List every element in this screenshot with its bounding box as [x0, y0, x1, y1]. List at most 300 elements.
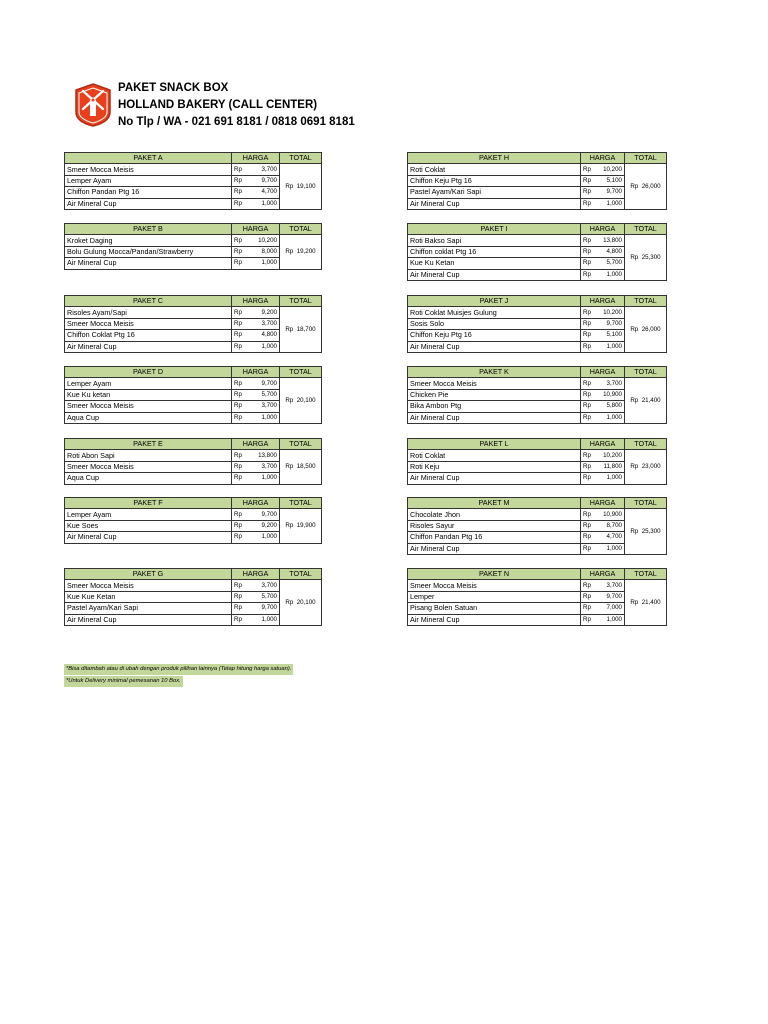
item-price-cell: [232, 198, 280, 209]
column-total-header: TOTAL: [625, 498, 667, 509]
item-price-cell: [581, 318, 625, 329]
currency-label: Rp: [234, 592, 242, 600]
currency-label: Rp: [285, 462, 297, 470]
item-name: Smeer Mocca Meisis: [408, 580, 581, 591]
column-total-header: TOTAL: [625, 224, 667, 235]
package-total: 21,400: [641, 598, 661, 606]
item-price-cell: [232, 461, 280, 472]
item-name: Chiffon Keju Ptg 16: [408, 175, 581, 186]
currency-label: Rp: [583, 247, 591, 255]
item-price-cell: [581, 543, 625, 554]
column-harga-header: HARGA: [581, 153, 625, 164]
package-total: 23,000: [641, 462, 661, 470]
currency-label: Rp: [583, 451, 591, 459]
item-price: 5,100: [606, 176, 622, 184]
package-item-row: [408, 450, 667, 461]
currency-label: Rp: [583, 544, 591, 552]
item-name: Air Mineral Cup: [408, 198, 581, 209]
currency-label: Rp: [583, 176, 591, 184]
package-table: [407, 438, 667, 485]
column-harga-header: HARGA: [581, 296, 625, 307]
package-total: 19,200: [296, 247, 316, 255]
item-price-cell: [581, 235, 625, 246]
item-price: 5,700: [261, 592, 277, 600]
item-price: 5,700: [606, 259, 622, 267]
note-delivery-minimum: *Untuk Delivery minimal pemesanan 10 Box.: [64, 676, 183, 687]
column-total-header: TOTAL: [280, 296, 322, 307]
item-price: 1,000: [261, 413, 277, 421]
package-table: [407, 568, 667, 626]
package-name: PAKET L: [408, 439, 581, 450]
item-price: 3,700: [606, 379, 622, 387]
package-item-row: [408, 509, 667, 520]
item-name: Lemper Ayam: [65, 175, 232, 186]
item-name: Kroket Daging: [65, 235, 232, 246]
package-total-cell: [625, 378, 667, 424]
item-price-cell: [232, 378, 280, 389]
column-total-header: TOTAL: [625, 569, 667, 580]
package-total-cell: [625, 164, 667, 210]
item-price: 9,200: [261, 521, 277, 529]
item-price-cell: [581, 603, 625, 614]
package-total-cell: [625, 307, 667, 353]
column-total-header: TOTAL: [280, 439, 322, 450]
contact-phone: No Tlp / WA - 021 691 8181 / 0818 0691 8181: [118, 116, 355, 128]
item-price: 1,000: [261, 533, 277, 541]
item-price-cell: [581, 614, 625, 625]
item-price: 9,700: [261, 176, 277, 184]
currency-label: Rp: [583, 188, 591, 196]
currency-label: Rp: [583, 581, 591, 589]
currency-label: Rp: [583, 199, 591, 207]
package-table: [64, 497, 322, 544]
item-name: Air Mineral Cup: [65, 532, 232, 543]
item-price: 1,000: [261, 615, 277, 623]
item-price-cell: [232, 341, 280, 352]
column-harga-header: HARGA: [581, 569, 625, 580]
currency-label: Rp: [285, 396, 297, 404]
package-total-cell: [280, 509, 322, 543]
currency-label: Rp: [234, 342, 242, 350]
package-table: [64, 568, 322, 626]
title-paket-snack-box: PAKET SNACK BOX: [118, 82, 229, 94]
item-price-cell: [232, 580, 280, 591]
package-total-cell: [280, 378, 322, 424]
package-total-cell: [625, 235, 667, 281]
package-name: PAKET K: [408, 367, 581, 378]
package-table: [407, 366, 667, 424]
item-price-cell: [232, 450, 280, 461]
currency-label: Rp: [583, 390, 591, 398]
package-table: [64, 438, 322, 485]
item-name: Risoles Sayur: [408, 520, 581, 531]
item-price: 5,700: [261, 390, 277, 398]
package-name: PAKET M: [408, 498, 581, 509]
item-name: Roti Coklat: [408, 164, 581, 175]
item-price: 10,200: [258, 236, 277, 244]
item-price: 10,200: [603, 451, 622, 459]
column-harga-header: HARGA: [232, 498, 280, 509]
item-price-cell: [232, 412, 280, 423]
item-price: 9,700: [261, 604, 277, 612]
item-name: Chiffon Coklat Ptg 16: [65, 330, 232, 341]
currency-label: Rp: [234, 379, 242, 387]
item-name: Air Mineral Cup: [65, 341, 232, 352]
item-price-cell: [232, 603, 280, 614]
currency-label: Rp: [234, 331, 242, 339]
package-item-row: [408, 307, 667, 318]
package-table: [64, 295, 322, 353]
package-name: PAKET E: [65, 439, 232, 450]
package-item-row: [65, 307, 322, 318]
currency-label: Rp: [234, 604, 242, 612]
column-total-header: TOTAL: [280, 153, 322, 164]
package-name: PAKET F: [65, 498, 232, 509]
currency-label: Rp: [234, 165, 242, 173]
item-price-cell: [232, 509, 280, 520]
item-price: 1,000: [606, 615, 622, 623]
column-harga-header: HARGA: [232, 224, 280, 235]
item-price-cell: [581, 509, 625, 520]
item-price: 9,700: [606, 188, 622, 196]
item-price-cell: [581, 330, 625, 341]
item-name: Smeer Mocca Meisis: [65, 164, 232, 175]
item-price: 9,700: [261, 510, 277, 518]
currency-label: Rp: [234, 188, 242, 196]
package-total: 25,300: [641, 527, 661, 535]
item-name: Bika Ambon Ptg: [408, 401, 581, 412]
item-price: 9,200: [261, 308, 277, 316]
item-name: Air Mineral Cup: [408, 412, 581, 423]
package-name: PAKET H: [408, 153, 581, 164]
package-total-cell: [280, 450, 322, 484]
item-price: 1,000: [606, 270, 622, 278]
currency-label: Rp: [234, 474, 242, 482]
item-price: 1,000: [261, 259, 277, 267]
item-name: Air Mineral Cup: [408, 269, 581, 280]
package-item-row: [65, 509, 322, 520]
package-table: [407, 223, 667, 281]
currency-label: Rp: [234, 176, 242, 184]
currency-label: Rp: [234, 402, 242, 410]
currency-label: Rp: [583, 259, 591, 267]
item-price: 1,000: [261, 474, 277, 482]
item-price-cell: [232, 389, 280, 400]
holland-bakery-logo: [72, 82, 114, 128]
currency-label: Rp: [630, 325, 642, 333]
item-price-cell: [232, 246, 280, 257]
item-name: Kue Ku ketan: [65, 389, 232, 400]
item-name: Pisang Bolen Satuan: [408, 603, 581, 614]
currency-label: Rp: [234, 462, 242, 470]
item-name: Aqua Cup: [65, 473, 232, 484]
currency-label: Rp: [630, 253, 642, 261]
item-name: Air Mineral Cup: [408, 341, 581, 352]
item-name: Smeer Mocca Meisis: [65, 318, 232, 329]
item-price: 4,800: [261, 331, 277, 339]
item-price: 3,700: [261, 462, 277, 470]
package-total-cell: [625, 580, 667, 626]
currency-label: Rp: [583, 342, 591, 350]
item-price: 9,700: [261, 379, 277, 387]
item-price: 1,000: [606, 413, 622, 421]
package-item-row: [408, 378, 667, 389]
item-price-cell: [581, 175, 625, 186]
item-price-cell: [232, 164, 280, 175]
package-item-row: [65, 164, 322, 175]
item-price: 1,000: [606, 199, 622, 207]
currency-label: Rp: [583, 474, 591, 482]
currency-label: Rp: [234, 510, 242, 518]
package-total: 18,500: [296, 462, 316, 470]
note-customization: *Bisa ditambah atau di ubah dengan produk pilihan lainnya (Tetap hitung harga satuan).: [64, 664, 293, 675]
item-price: 3,700: [606, 581, 622, 589]
package-name: PAKET D: [65, 367, 232, 378]
item-price: 8,000: [261, 247, 277, 255]
item-price: 13,800: [258, 451, 277, 459]
item-price-cell: [581, 450, 625, 461]
currency-label: Rp: [583, 521, 591, 529]
package-total: 19,900: [296, 521, 316, 529]
item-price-cell: [581, 473, 625, 484]
column-total-header: TOTAL: [625, 296, 667, 307]
package-total: 26,000: [641, 182, 661, 190]
currency-label: Rp: [583, 308, 591, 316]
currency-label: Rp: [285, 325, 297, 333]
item-price-cell: [581, 401, 625, 412]
column-harga-header: HARGA: [581, 498, 625, 509]
column-total-header: TOTAL: [625, 367, 667, 378]
item-name: Lemper Ayam: [65, 509, 232, 520]
item-price: 7,000: [606, 604, 622, 612]
item-price: 11,800: [603, 462, 622, 470]
column-total-header: TOTAL: [280, 224, 322, 235]
package-total: 20,100: [296, 396, 316, 404]
currency-label: Rp: [630, 598, 642, 606]
currency-label: Rp: [234, 390, 242, 398]
item-name: Kue Soes: [65, 520, 232, 531]
item-name: Chiffon coklat Ptg 16: [408, 246, 581, 257]
item-price: 10,900: [603, 390, 622, 398]
item-price-cell: [581, 246, 625, 257]
package-table: [64, 223, 322, 270]
currency-label: Rp: [583, 615, 591, 623]
item-price: 10,900: [603, 510, 622, 518]
item-price: 13,800: [603, 236, 622, 244]
item-name: Air Mineral Cup: [65, 614, 232, 625]
item-price-cell: [581, 341, 625, 352]
currency-label: Rp: [285, 182, 297, 190]
currency-label: Rp: [234, 615, 242, 623]
package-table: [407, 497, 667, 555]
package-total-cell: [280, 580, 322, 626]
package-total-cell: [625, 509, 667, 555]
item-price-cell: [581, 591, 625, 602]
item-price-cell: [581, 187, 625, 198]
item-price: 4,700: [606, 533, 622, 541]
currency-label: Rp: [583, 462, 591, 470]
item-price-cell: [581, 412, 625, 423]
package-total: 19,100: [296, 182, 316, 190]
package-table: [64, 152, 322, 210]
currency-label: Rp: [583, 270, 591, 278]
currency-label: Rp: [583, 592, 591, 600]
item-name: Air Mineral Cup: [65, 198, 232, 209]
currency-label: Rp: [583, 402, 591, 410]
currency-label: Rp: [234, 521, 242, 529]
column-total-header: TOTAL: [280, 367, 322, 378]
item-price-cell: [232, 401, 280, 412]
item-name: Chiffon Pandan Ptg 16: [408, 532, 581, 543]
column-total-header: TOTAL: [280, 569, 322, 580]
package-total-cell: [280, 307, 322, 353]
package-name: PAKET B: [65, 224, 232, 235]
currency-label: Rp: [234, 451, 242, 459]
item-price: 8,700: [606, 521, 622, 529]
package-item-row: [65, 580, 322, 591]
column-harga-header: HARGA: [232, 439, 280, 450]
currency-label: Rp: [583, 379, 591, 387]
currency-label: Rp: [583, 331, 591, 339]
item-price: 4,700: [261, 188, 277, 196]
item-name: Chicken Pie: [408, 389, 581, 400]
item-name: Smeer Mocca Meisis: [65, 580, 232, 591]
package-table: [407, 152, 667, 210]
currency-label: Rp: [285, 521, 297, 529]
item-name: Chocolate Jhon: [408, 509, 581, 520]
package-name: PAKET C: [65, 296, 232, 307]
item-price: 3,700: [261, 402, 277, 410]
item-price: 4,800: [606, 247, 622, 255]
item-name: Air Mineral Cup: [408, 543, 581, 554]
currency-label: Rp: [234, 308, 242, 316]
item-price-cell: [232, 614, 280, 625]
column-total-header: TOTAL: [280, 498, 322, 509]
item-price: 10,200: [603, 308, 622, 316]
item-price-cell: [581, 580, 625, 591]
item-price-cell: [581, 520, 625, 531]
item-price-cell: [232, 235, 280, 246]
package-table: [64, 366, 322, 424]
column-harga-header: HARGA: [232, 296, 280, 307]
package-total-cell: [625, 450, 667, 484]
currency-label: Rp: [234, 533, 242, 541]
currency-label: Rp: [583, 319, 591, 327]
item-price: 3,700: [261, 581, 277, 589]
item-name: Chiffon Keju Ptg 16: [408, 330, 581, 341]
package-item-row: [65, 378, 322, 389]
item-price-cell: [232, 591, 280, 602]
currency-label: Rp: [234, 199, 242, 207]
item-price: 3,700: [261, 319, 277, 327]
item-price-cell: [581, 532, 625, 543]
package-total-cell: [280, 164, 322, 210]
column-total-header: TOTAL: [625, 439, 667, 450]
package-item-row: [408, 164, 667, 175]
currency-label: Rp: [630, 462, 642, 470]
item-price-cell: [581, 258, 625, 269]
package-total: 21,400: [641, 396, 661, 404]
item-name: Smeer Mocca Meisis: [65, 401, 232, 412]
item-name: Roti Abon Sapi: [65, 450, 232, 461]
item-name: Lemper Ayam: [65, 378, 232, 389]
item-name: Roti Bakso Sapi: [408, 235, 581, 246]
currency-label: Rp: [234, 319, 242, 327]
item-price-cell: [232, 473, 280, 484]
currency-label: Rp: [234, 247, 242, 255]
package-name: PAKET N: [408, 569, 581, 580]
item-price: 1,000: [606, 342, 622, 350]
currency-label: Rp: [583, 236, 591, 244]
item-price-cell: [581, 389, 625, 400]
item-name: Air Mineral Cup: [408, 614, 581, 625]
item-price-cell: [581, 461, 625, 472]
column-harga-header: HARGA: [232, 367, 280, 378]
package-total: 18,700: [296, 325, 316, 333]
currency-label: Rp: [234, 581, 242, 589]
item-price: 5,100: [606, 331, 622, 339]
item-price-cell: [232, 187, 280, 198]
currency-label: Rp: [285, 598, 297, 606]
item-price-cell: [581, 198, 625, 209]
currency-label: Rp: [630, 182, 642, 190]
currency-label: Rp: [583, 604, 591, 612]
package-total-cell: [280, 235, 322, 269]
item-name: Air Mineral Cup: [65, 258, 232, 269]
title-company: HOLLAND BAKERY (CALL CENTER): [118, 99, 318, 111]
item-name: Sosis Solo: [408, 318, 581, 329]
item-name: Pastel Ayam/Kari Sapi: [408, 187, 581, 198]
item-name: Kue Kue Ketan: [65, 591, 232, 602]
item-name: Air Mineral Cup: [408, 473, 581, 484]
package-name: PAKET J: [408, 296, 581, 307]
column-harga-header: HARGA: [232, 569, 280, 580]
item-name: Roti Coklat: [408, 450, 581, 461]
item-price-cell: [232, 258, 280, 269]
package-table: [407, 295, 667, 353]
item-name: Smeer Mocca Meisis: [408, 378, 581, 389]
currency-label: Rp: [583, 165, 591, 173]
package-item-row: [408, 580, 667, 591]
package-name: PAKET G: [65, 569, 232, 580]
column-total-header: TOTAL: [625, 153, 667, 164]
item-price-cell: [232, 175, 280, 186]
item-name: Lemper: [408, 591, 581, 602]
package-item-row: [408, 235, 667, 246]
item-name: Roti Keju: [408, 461, 581, 472]
item-price-cell: [232, 330, 280, 341]
item-price: 1,000: [261, 199, 277, 207]
item-name: Aqua Cup: [65, 412, 232, 423]
item-price-cell: [232, 307, 280, 318]
item-price-cell: [581, 307, 625, 318]
package-item-row: [65, 450, 322, 461]
package-name: PAKET A: [65, 153, 232, 164]
column-harga-header: HARGA: [581, 367, 625, 378]
item-name: Pastel Ayam/Kari Sapi: [65, 603, 232, 614]
item-price-cell: [232, 532, 280, 543]
currency-label: Rp: [234, 236, 242, 244]
item-price-cell: [581, 164, 625, 175]
currency-label: Rp: [583, 413, 591, 421]
column-harga-header: HARGA: [581, 439, 625, 450]
item-name: Kue Ku Ketan: [408, 258, 581, 269]
currency-label: Rp: [583, 510, 591, 518]
item-price-cell: [581, 378, 625, 389]
package-total: 25,300: [641, 253, 661, 261]
item-price: 5,800: [606, 402, 622, 410]
item-name: Roti Coklat Muisjes Gulung: [408, 307, 581, 318]
